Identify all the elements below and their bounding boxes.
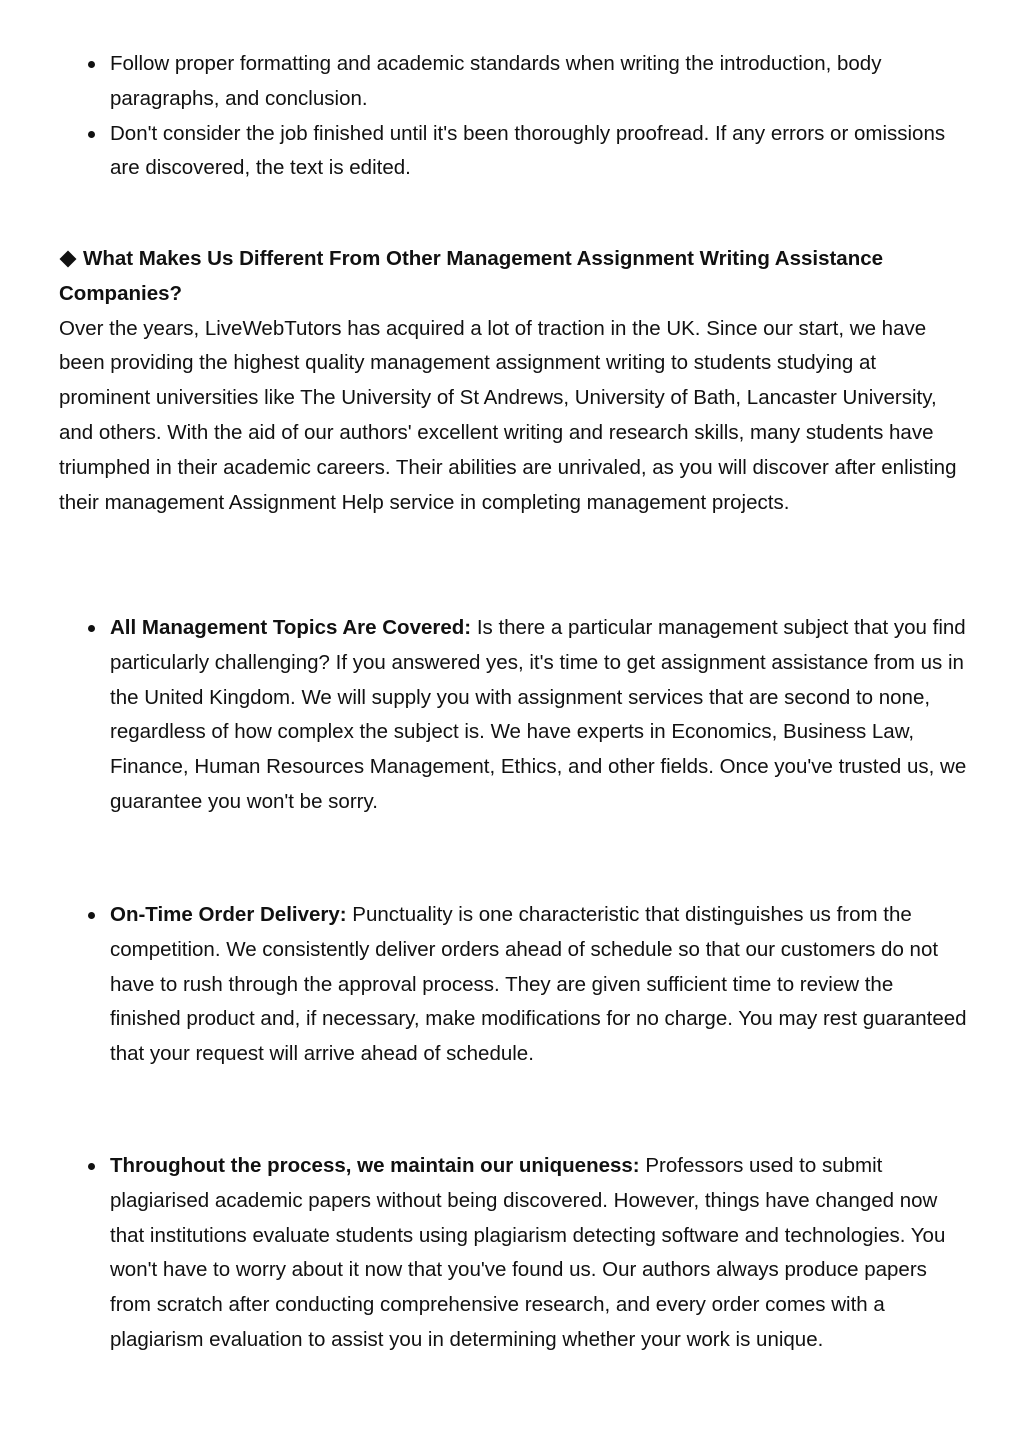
diamond-bullet-icon: [60, 250, 77, 267]
differences-section: [59, 242, 969, 520]
section-heading-text: What Makes Us Different From Other Management Assignment Writing Assistance Companies?: [59, 247, 884, 305]
bullet-dot-icon: [88, 131, 95, 138]
bullet-dot-icon: [88, 61, 95, 68]
list-item-text: Don't consider the job finished until it's been thoroughly proofread. If any errors or omissions are discovered, the text is edited.: [110, 121, 946, 180]
feature-title: On-Time Order Delivery:: [110, 903, 347, 926]
section-paragraph: Over the years, LiveWebTutors has acquired a lot of traction in the UK. Since our start, we have been providing the highest quality management assignment writing to students studying at prominent universities like The University of St Andrews, University of Bath, Lancaster University, and others. With the aid of our authors' excellent writing and research skills, many students have triumphed in their academic careers. Their abilities are unrivaled, as you will discover after enlisting their management Assignment Help service in completing management projects.: [59, 316, 957, 514]
list-item: [0, 117, 1024, 187]
feature-item: [0, 611, 1024, 820]
feature-text: Professors used to submit plagiarised academic papers without being discovered. However, things have changed now that institutions evaluate students using plagiarism detecting software and technologies. You won't have to worry about it now that you've found us. Our authors always produce papers from scratch after conducting comprehensive research, and every order comes with a plagiarism evaluation to assist you in determining whether your work is unique.: [110, 1154, 946, 1351]
feature-title: Throughout the process, we maintain our uniqueness:: [110, 1154, 640, 1177]
feature-item: [0, 898, 1024, 1072]
feature-text: Punctuality is one characteristic that distinguishes us from the competition. We consistently deliver orders ahead of schedule so that our customers do not have to rush through the approval process. They are given sufficient time to review the finished product and, if necessary, make modifications for no charge. You may rest guaranteed that your request will arrive ahead of schedule.: [110, 903, 967, 1066]
feature-item: [0, 1149, 1024, 1358]
bullet-dot-icon: [88, 1163, 95, 1170]
feature-list-delivery: [0, 898, 1024, 1072]
list-item-text: Follow proper formatting and academic standards when writing the introduction, body paragraphs, and conclusion.: [110, 52, 882, 110]
bullet-dot-icon: [88, 625, 95, 632]
list-item: [0, 47, 1024, 117]
feature-text: Is there a particular management subject that you find particularly challenging? If you answered yes, it's time to get assignment assistance from us in the United Kingdom. We will supply you with assignment services that are second to none, regardless of how complex the subject is. We have experts in Economics, Business Law, Finance, Human Resources Management, Ethics, and other fields. Once you've trusted us, we guarantee you won't be sorry.: [110, 616, 967, 813]
section-heading: [59, 242, 969, 312]
top-bullet-list: [0, 47, 1024, 186]
feature-list-uniqueness: [0, 1149, 1024, 1358]
feature-list-topics: [0, 611, 1024, 820]
bullet-dot-icon: [88, 912, 95, 919]
feature-title: All Management Topics Are Covered:: [110, 616, 472, 639]
